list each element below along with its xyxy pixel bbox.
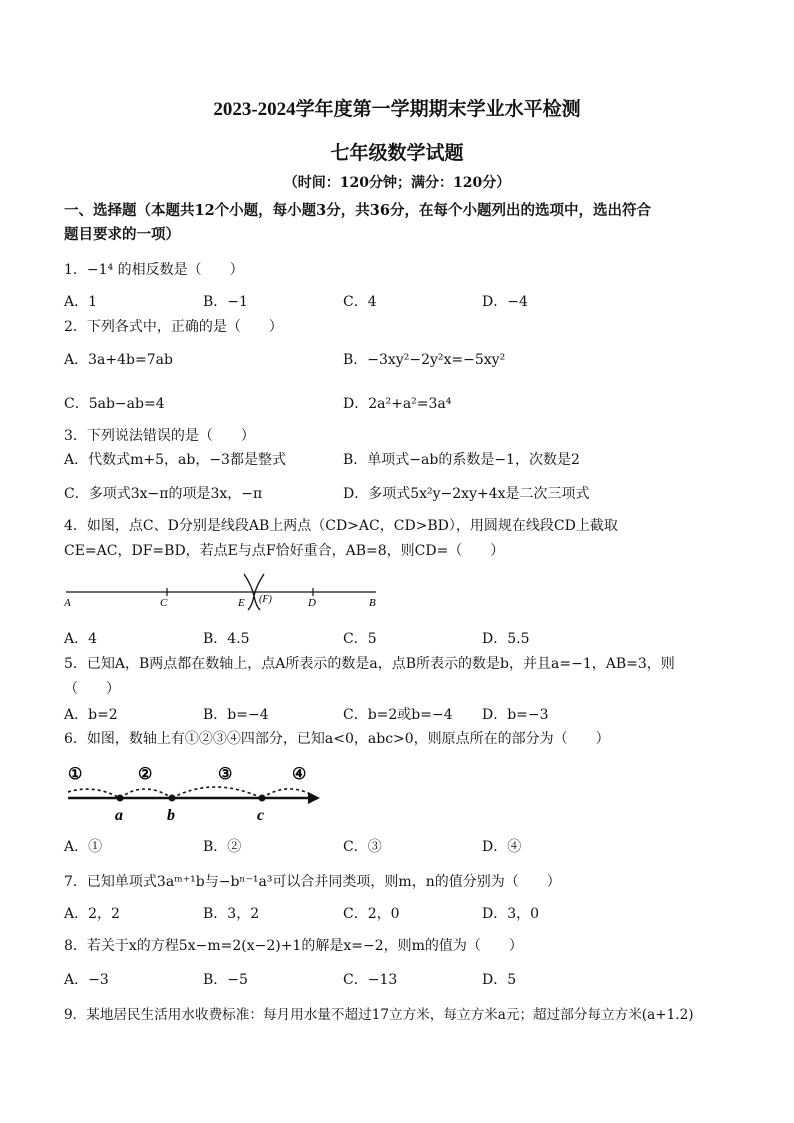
- question-3: 3．下列说法错误的是（ ）: [64, 428, 255, 444]
- question-4-cont: CE=AC，DF=BD，若点E与点F恰好重合，AB=8，则CD=（ ）: [64, 543, 505, 559]
- q3-option-d: D．多项式5x²y−2xy+4x是二次三项式: [343, 486, 590, 502]
- question-5-cont: （ ）: [64, 681, 120, 697]
- q4-option-b: B．4.5: [203, 631, 250, 647]
- region-arc-1: [68, 789, 120, 798]
- point-a-label: a: [115, 807, 123, 824]
- exam-title: 2023-2024学年度第一学期期末学业水平检测: [213, 99, 581, 120]
- q6-option-d: D．④: [482, 839, 522, 855]
- section-heading-cont: 题目要求的一项）: [64, 226, 180, 243]
- region-arc-4: [262, 789, 310, 798]
- q5-option-c: C．b=2或b=−4: [343, 707, 453, 723]
- q3-option-b: B．单项式−ab的系数是−1，次数是2: [343, 452, 580, 468]
- q6-option-c: C．③: [343, 839, 382, 855]
- figure-4-segment: [60, 572, 390, 612]
- question-4: 4．如图，点C、D分别是线段AB上两点（CD>AC，CD>BD），用圆规在线段CD上截取: [64, 518, 618, 534]
- point-b: [169, 795, 176, 802]
- q6-option-a: A．①: [64, 839, 103, 855]
- point-c: [259, 795, 266, 802]
- q4-option-a: A．4: [64, 631, 98, 647]
- q1-option-a: A．1: [64, 294, 98, 310]
- q5-option-b: B．b=−4: [203, 707, 269, 723]
- q1-option-c: C．4: [343, 294, 377, 310]
- label-e: E: [238, 597, 245, 609]
- q3-option-c: C．多项式3x−π的项是3x，−π: [64, 486, 263, 502]
- label-b: B: [369, 597, 376, 609]
- q1-option-b: B．−1: [203, 294, 248, 310]
- q2-option-c: C．5ab−ab=4: [64, 396, 165, 412]
- q2-option-b: B．−3xy²−2y²x=−5xy²: [343, 352, 506, 368]
- q1-option-d: D．−4: [482, 294, 528, 310]
- point-b-label: b: [167, 807, 175, 824]
- q8-option-d: D．5: [482, 972, 517, 988]
- exam-subtitle: 七年级数学试题: [330, 143, 464, 164]
- question-2: 2．下列各式中，正确的是（ ）: [64, 319, 283, 335]
- q5-option-d: D．b=−3: [482, 707, 549, 723]
- q7-option-c: C．2，0: [343, 906, 400, 922]
- region-4-label: ④: [292, 766, 307, 783]
- point-a: [117, 795, 124, 802]
- region-2-label: ②: [138, 766, 153, 783]
- region-arc-3: [172, 787, 262, 798]
- section-heading: 一、选择题（本题共12个小题，每小题3分，共36分，在每个小题列出的选项中，选出符合: [64, 202, 651, 219]
- q6-option-b: B．②: [203, 839, 242, 855]
- question-6: 6．如图，数轴上有①②③④四部分，已知a<0，abc>0，则原点所在的部分为（ ）: [64, 731, 610, 747]
- q8-option-c: C．−13: [343, 972, 398, 988]
- question-8: 8．若关于x的方程5x−m=2(x−2)+1的解是x=−2，则m的值为（ ）: [64, 938, 523, 954]
- q2-option-a: A．3a+4b=7ab: [64, 352, 173, 368]
- q5-option-a: A．b=2: [64, 707, 118, 723]
- q7-option-b: B．3，2: [203, 906, 260, 922]
- q3-option-a: A．代数式m+5，ab，−3都是整式: [64, 452, 286, 468]
- q8-option-b: B．−5: [203, 972, 248, 988]
- q7-option-d: D．3，0: [482, 906, 540, 922]
- label-f: (F): [259, 594, 272, 605]
- question-7: 7．已知单项式3aᵐ⁺¹b与−bⁿ⁻¹a³可以合并同类项，则m，n的值分别为（ ）: [64, 874, 561, 890]
- exam-info: （时间：120分钟；满分：120分）: [283, 175, 511, 191]
- figure-6-number-line: [64, 760, 326, 824]
- label-d: D: [308, 597, 316, 609]
- q8-option-a: A．−3: [64, 972, 109, 988]
- label-a: A: [64, 597, 71, 609]
- q2-option-d: D．2a²+a²=3a⁴: [343, 396, 452, 412]
- question-5: 5．已知A，B两点都在数轴上，点A所表示的数是a，点B所表示的数是b，并且a=−1，AB=3，则: [64, 656, 675, 672]
- q7-option-a: A．2，2: [64, 906, 120, 922]
- region-arc-2: [120, 789, 172, 798]
- q4-option-d: D．5.5: [482, 631, 530, 647]
- q4-option-c: C．5: [343, 631, 377, 647]
- region-3-label: ③: [218, 766, 233, 783]
- question-1: 1．−1⁴ 的相反数是（ ）: [64, 262, 244, 278]
- region-1-label: ①: [68, 766, 83, 783]
- label-c: C: [160, 597, 168, 609]
- question-9: 9．某地居民生活用水收费标准：每月用水量不超过17立方米，每立方米a元；超过部分每立方米(a+1.2): [64, 1007, 694, 1023]
- point-c-label: c: [257, 807, 265, 824]
